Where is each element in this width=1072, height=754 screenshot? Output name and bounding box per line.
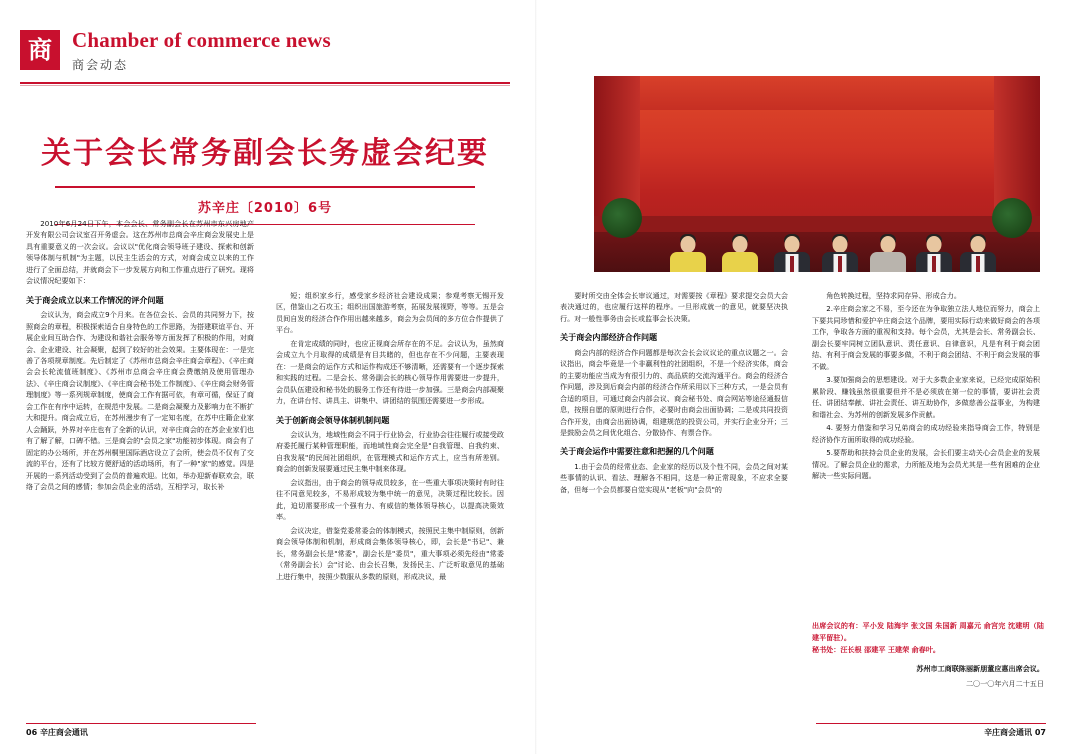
paragraph: 1.由于会员的经常业态、企业家的经历以及个性不同，会员之间对某些事情的认识、看法、理解各不相同，这是一种正常现象，不应求全要备，但每一个会员都要自觉实现从"老板"向"会员"的 (560, 461, 788, 494)
footer-title-right: 辛庄商会通讯 (984, 728, 1033, 737)
attendees-label: 出席会议的有： (812, 621, 863, 630)
footer-rule-left (26, 723, 256, 724)
issuing-organization: 苏州市工商联陈丽新朋董应惠出席会议。 (916, 664, 1044, 674)
footer-title-left: 辛庄商会通讯 (39, 728, 88, 737)
secretariat-label: 秘书处： (812, 645, 841, 655)
page-number-left: 06 (26, 728, 38, 737)
section-heading: 关于商会运作中需要注意和把握的几个问题 (560, 446, 714, 457)
paragraph: 3.要加强商会的思想建设。对于大多数企业家来说，已经完成原始积累阶段、赚钱虽然很重要但并不是必须放在第一位的事情，要讲社会责任、讲团结奉献、讲社会责任、讲互助协作，多做慈善公益事业，为构建和谐社会、为苏州的创新发展多作贡献。 (812, 375, 1040, 419)
paragraph: 会议指出，由于商会的领导成员较多，在一些重大事项决策时有时往往不同意见较多，不易形成较为集中统一的意见，决策过程比较长。因此，迫切需要形成一个强有力、有威信的集体领导核心，以提高决策效率。 (276, 477, 504, 522)
photo-banner (594, 76, 1040, 110)
masthead-english-title: Chamber of commerce news (72, 28, 331, 52)
page-number-right: 07 (1034, 728, 1046, 737)
paragraph: 短；组织家乡行，感受家乡经济社会建设成果；参观考察无锡开发区，借鉴山之石攻玉；组织出国旅游考察，拓展发展视野，等等。五是会员间自发的经济合作作用出越来越多，商会为会员间的多方位合作提供了平台。 (276, 291, 504, 335)
section-heading: 关于商会成立以来工作情况的评介问题 (26, 294, 164, 305)
masthead-rule (20, 82, 510, 84)
photo-stage (594, 216, 1040, 232)
title-underline (55, 186, 475, 188)
issue-date: 二〇一〇年六月二十五日 (965, 679, 1044, 689)
footer-left (26, 727, 88, 738)
masthead-rule-secondary (20, 85, 510, 86)
column-3 (560, 290, 788, 690)
chamber-logo-icon: 商 (20, 30, 60, 70)
title-block (20, 128, 510, 225)
paragraph: 角色转换过程，坚持求同存异、形成合力。 (826, 291, 961, 300)
column-1 (26, 218, 254, 688)
photo-plant (602, 198, 642, 238)
page-title: 关于会长常务副会长务虚会纪要 (41, 136, 489, 171)
footer-rule-right (816, 723, 1046, 724)
footer-right (984, 727, 1046, 738)
masthead (20, 30, 500, 80)
paragraph: 在肯定成绩的同时，也应正视商会所存在的不足。会议认为，虽然商会成立九个月取得的成绩是有目共睹的，但也存在不少问题，主要表现在：一是商会的运作方式和运作构成还不够清晰，还需要有一个逐步探索和实践的过程。二是会长、常务副会长的核心领导作用需要进一步提升，会员队伍建设和秘书处的服务工作还有待进一步加强。三是商会内部凝聚力，在讲台忖、讲具主、讲集中、讲团结的氛围还需要进一步形成。 (276, 338, 504, 406)
secretariat-names: 汪长根 邵建平 王建荣 俞春叶。 (840, 645, 941, 655)
paragraph: 会议决定，借鉴党委常委会的体制模式，按照民主集中制原则，创新商会领导体制和机制，形成商会集体领导核心，即，会长是"书记"、兼长，常务副会长是"常委"，副会长是"委员"，重大事项必须先经由"常委（常务副会长）会"讨论、由会长召集，发扬民主、广泛听取意见的基础上进行集中，按照少数服从多数的原则，形成决议，最 (276, 525, 504, 581)
paragraph: 4. 要努力借鉴和学习兄弟商会的成功经验来指导商会工作，特别是经济协作方面所取得的成功经验。 (812, 423, 1040, 444)
paragraph: 2010年6月24日下午，本会会长、常务副会长在苏州市东兴房地产开发有限公司会议室召开务虚会。这在苏州市总商会辛庄商会发展史上是具有重要意义的一次会议。会议以"优化商会领导班子建设、探索和创新领导体制与机制"为主题，以民主生活会的方式，对商会成立以来的工作进行了全面总结，并就商会下一步发展方向和工作重点进行了研究。现将会议情况纪要如下： (26, 219, 254, 286)
section-heading: 关于商会内部经济合作问题 (560, 332, 658, 343)
masthead-chinese-title: 商会动态 (72, 58, 129, 72)
section-heading: 关于创新商会领导体制机制问题 (276, 414, 390, 425)
paragraph: 商会内部的经济合作问题都是每次会长会议议论的重点议题之一。会议指出，商会毕竟是一个非赢利性的社团组织，不是一个经济实体，商会的主要功能应当成为有很引力的、高品质的交流沟通平台。商会的经济合作问题，涉及到后商会内部的经济合作所采用以下三种方式，一是会员有合适的项目，可通过商会内部会议、商会秘书处、商会网站等途径通报信息，按照自愿的原则进行合作，必要时由商会出面协调；二是或共同投资合作开发，由商会出面协调，组建规范的投资公司，并实行企业分开；三是鼓励会员之间优化组合、分散协作、有票合作。 (560, 347, 788, 437)
paragraph: 2.辛庄商会家之不易，至今还在为争取独立法人地位而努力，商会上下要共同珍惜和爱护辛庄商会这个品牌，要用实际行动来做好商会的各项工作，争取各方面的重视和支持。每个会员，尤其是会长、常务副会长、副会长要牢同树立团队意识、责任意识、自律意识，凡是有利于商会团结、有利于商会发展的事要多做，不利于商会团结、不利于商会发展的事不做。 (812, 304, 1040, 371)
signature-block (812, 620, 1044, 690)
paragraph: 会议认为，地域性商会不同于行业协会，行业协会往往履行或接受政府委托履行某种管理职能，而地域性商会完全是"自我管理、自我约束、自我发展"的民间社团组织，在管理模式和运作方式上，应当有所差别。商会的创新发展要通过民主集中制来体现。 (276, 429, 504, 474)
column-2 (276, 290, 504, 690)
page-gutter (535, 0, 537, 754)
paragraph: 5.要帮助和扶持会员企业的发展，会长们要主动关心会员企业的发展情况。了解会员企业的需求，力所能及地为会员尤其是一些有困难的企业解决一些实际问题。 (812, 448, 1040, 481)
photo-plant (992, 198, 1032, 238)
paragraph: 会议认为，商会成立9个月来。在各位会长、会员的共同努力下，按照商会的章程，积极探索适合自身特色的工作思路，为搭建联谊平台、开展企业间互助合作、为建设和谐社会服务等方面发挥了积极的作用，对商会、企业建设、社会凝聚，起到了较好的社会效果。主要体现在：一是完善了各项规章制度。先后制定了《苏州市总商会辛庄商会章程》、《辛庄商会会长轮流值班制度》、《苏州市总商会辛庄商会费缴纳及使用管理办法》、《辛庄商会议制度》、《辛庄商会秘书处工作制度》、《辛庄商会财务管理制度》等一系列规章制度，使商会工作有据可依，有章可循，保证了商会工作在有序中运转，在规范中发展。二是商会凝聚力及影响力在不断扩大和提升。商会成立后，在苏州漫步有了一定知名度，在苏中庄籍企业家人会踊跃，外界对辛庄也有了全新的认识，对辛庄商会的在苏企业家们也有了解了解，口碑不错。三是商会的"会员之家"功能初步体现。商会有了固定的办公场所，并在苏州桐里国际酒店设立了会所，使会员不仅有了交流的平台，还有了比较方便舒适的活动场所，有了一种"家"的感觉。四是开展的一系列活动受到了会员的普遍欢迎。比如，举办迎新春联欢会，联络了会员之间的感情；参加会员企业的活动，互相学习，取长补 (26, 310, 254, 492)
paragraph: 要时所交由全体会长审议通过，对需要按《章程》要求提交会员大会表决通过的，也应履行这样的程序。一旦形成就一的意见，就要坚决执行。对一般性事务由会长或监事会长决策。 (560, 291, 788, 323)
attendees-names: 平小发 陆海宇 张文国 朱国新 周嘉元 俞宫完 沈建明（陆建平留驻）。 (812, 621, 1044, 643)
group-photo (594, 76, 1040, 272)
document-number: 苏辛庄〔2010〕6号 (197, 201, 333, 216)
